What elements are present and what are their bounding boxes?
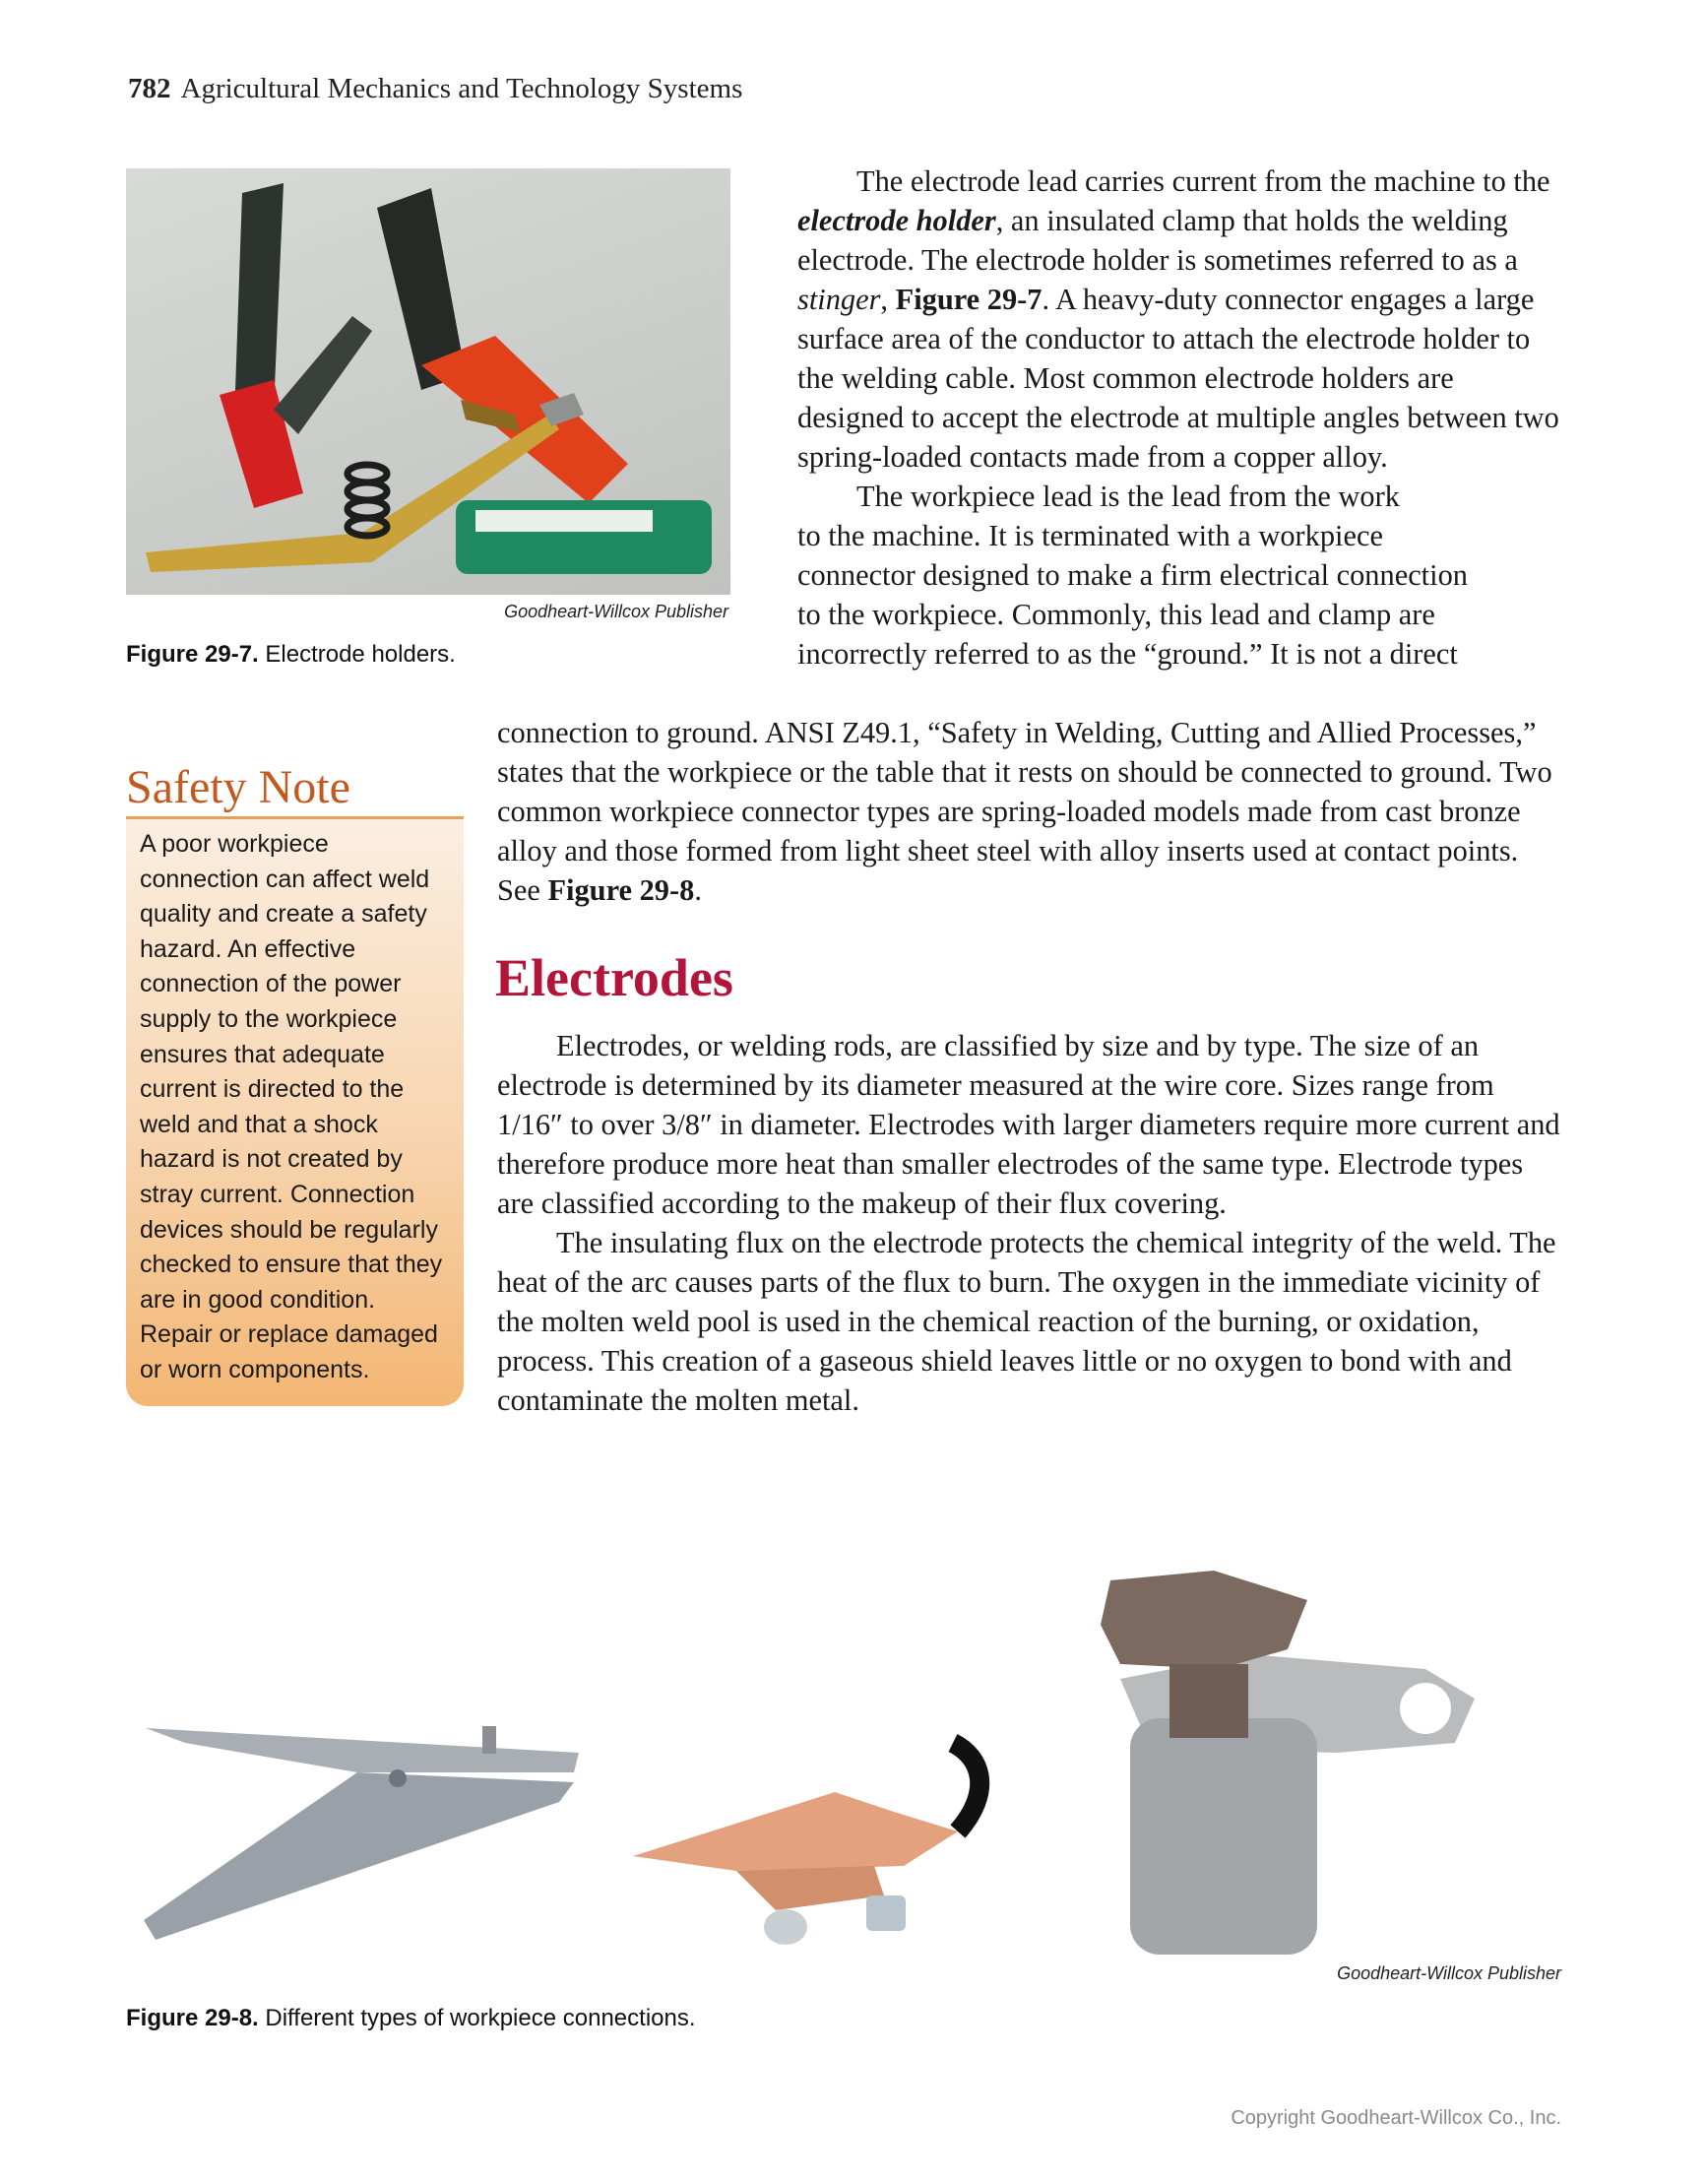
- text-line: to the machine. It is terminated with a workpiece: [797, 519, 1383, 552]
- paragraph-insulating-flux: The insulating flux on the electrode protects the chemical integrity of the weld. The heat of the arc causes parts of the flux to burn. The oxygen in the immediate vicinity of the molten weld pool is used in the chemical reaction of the burning, or oxidation, process. This creation of a gaseous shield leaves little or no oxygen to bond with and contaminate the molten metal.: [497, 1226, 1556, 1417]
- text-line: incorrectly referred to as the “ground.” It is not a direct: [797, 637, 1458, 671]
- safety-note-text: A poor workpiece connection can affect weld quality and create a safety hazard. An effective connection of the power supply to the workpiece ensures that adequate current is directed to the weld and that a shock hazard is not created by stray current. Connection devices should be regularly checked to ensure that they are in good condition. Repair or replace damaged or worn components.: [140, 830, 443, 1383]
- electrode-holders-illustration: [126, 168, 730, 595]
- text-line: The workpiece lead is the lead from the work: [856, 480, 1400, 513]
- paragraph-electrode-lead: The electrode lead carries current from the machine to the electrode holder, an insulated clamp that holds the welding electrode. The electrode holder is sometimes referred to as a stinger, Figure 29-7. A heavy-duty connector engages a large surface area of the conductor to attach the electrode holder to the welding cable. Most common electrode holders are designed to accept the electrode at multiple angles between two spring-loaded contacts made from a copper alloy.: [797, 164, 1559, 474]
- safety-note-box: [126, 819, 464, 1406]
- caption-text: Electrode holders.: [258, 641, 456, 668]
- intro-column: [797, 161, 1565, 674]
- caption-label: Figure 29-7.: [126, 641, 259, 668]
- caption-label: Figure 29-8.: [126, 2005, 259, 2031]
- figure-29-7-credit: Goodheart-Willcox Publisher: [504, 602, 728, 621]
- term-stinger: stinger: [797, 283, 881, 316]
- figure-29-7-photo: [126, 168, 730, 595]
- figure-ref-29-8: Figure 29-8: [547, 873, 695, 907]
- figure-29-8-caption: [126, 2005, 696, 2032]
- figure-29-7-caption: [126, 641, 456, 669]
- steel-spring-clamp: [144, 1726, 579, 1940]
- warning-label: [475, 510, 653, 532]
- bronze-spring-clamp: [633, 1743, 979, 1945]
- figure-ref-29-7: Figure 29-7: [895, 283, 1043, 316]
- paragraph-electrode-size: Electrodes, or welding rods, are classified by size and by type. The size of an electrode is determined by its diameter measured at the wire core. Sizes range from 1/16″ to over 3/8″ in diameter. Electrodes with larger diameters require more current and therefore produce more heat than smaller electrodes of the same type. Electrode types are classified according to the makeup of their flux covering.: [497, 1029, 1560, 1220]
- paragraph-workpiece-lead-start: [797, 477, 1565, 674]
- text-line: to the workpiece. Commonly, this lead and clamp are: [797, 598, 1435, 631]
- running-head: [128, 73, 742, 105]
- page-number: 782: [128, 73, 171, 104]
- electrodes-body: [497, 1026, 1565, 1420]
- caption-text: Different types of workpiece connections.: [258, 2005, 696, 2031]
- safety-note-title: Safety Note: [126, 761, 350, 813]
- term-electrode-holder: electrode holder: [797, 204, 996, 237]
- figure-29-8-photo: [126, 1571, 1563, 1974]
- copyright-notice: Copyright Goodheart-Willcox Co., Inc.: [1231, 2107, 1561, 2129]
- section-heading-electrodes: Electrodes: [495, 948, 733, 1007]
- text-line: connector designed to make a firm electrical connection: [797, 558, 1468, 592]
- left-holder-handle: [234, 183, 284, 419]
- figure-29-8-credit: Goodheart-Willcox Publisher: [1337, 1963, 1561, 1983]
- rotary-workpiece-connector: [1101, 1571, 1475, 1955]
- paragraph-workpiece-lead-continued: connection to ground. ANSI Z49.1, “Safety in Welding, Cutting and Allied Processes,” states that the workpiece or the table that it rests on should be connected to ground. Two common workpiece connector types are spring-loaded models made from cast bronze alloy and those formed from light sheet steel with alloy inserts used at contact points. See Figure 29-8.: [497, 716, 1552, 907]
- book-title: Agricultural Mechanics and Technology Systems: [180, 73, 743, 104]
